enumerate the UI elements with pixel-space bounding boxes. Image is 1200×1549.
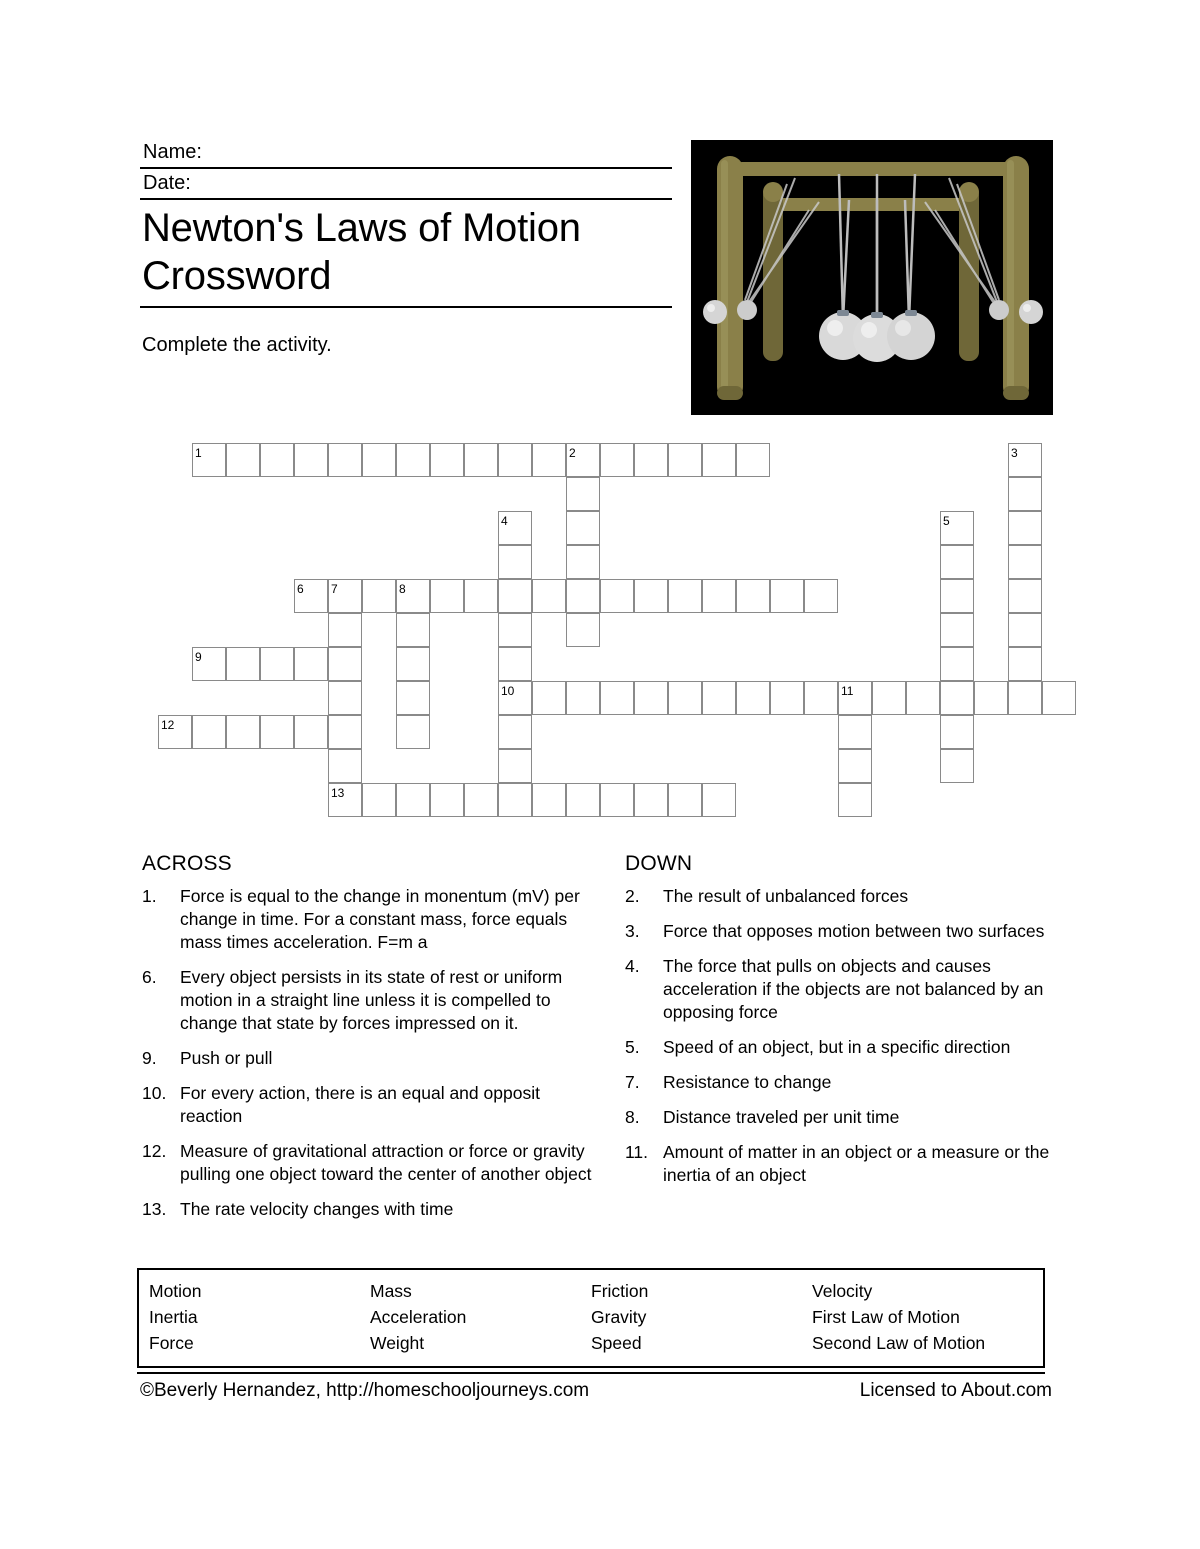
crossword-cell[interactable] — [770, 681, 804, 715]
crossword-cell[interactable] — [600, 579, 634, 613]
crossword-cell[interactable] — [294, 647, 328, 681]
crossword-cell[interactable] — [736, 579, 770, 613]
down-clue — [625, 1071, 1065, 1094]
crossword-cell[interactable] — [940, 613, 974, 647]
crossword-cell[interactable] — [1008, 681, 1042, 715]
crossword-cell[interactable] — [804, 579, 838, 613]
cell-number-13: 13 — [331, 786, 345, 800]
crossword-cell[interactable] — [668, 443, 702, 477]
across-clue — [142, 885, 597, 954]
across-clue-number: 6. — [142, 967, 157, 987]
crossword-cell[interactable] — [498, 783, 532, 817]
crossword-cell[interactable] — [396, 647, 430, 681]
crossword-cell[interactable] — [940, 579, 974, 613]
across-clue-text: Measure of gravitational attraction or force or gravity pulling one object toward the center of another object — [180, 1141, 592, 1184]
name-field[interactable]: Name: — [140, 138, 672, 169]
crossword-cell[interactable] — [430, 579, 464, 613]
crossword-cell[interactable] — [498, 443, 532, 477]
word-bank-item: First Law of Motion — [812, 1307, 960, 1327]
crossword-cell[interactable] — [634, 783, 668, 817]
cell-number-3: 3 — [1011, 446, 1018, 460]
down-clue-number: 4. — [625, 956, 640, 976]
down-clue-text: Speed of an object, but in a specific direction — [663, 1037, 1011, 1057]
word-bank-item: Inertia — [149, 1307, 198, 1327]
crossword-cell[interactable] — [838, 715, 872, 749]
crossword-cell[interactable] — [362, 783, 396, 817]
crossword-cell[interactable] — [328, 715, 362, 749]
across-clue-number: 12. — [142, 1141, 167, 1161]
crossword-cell[interactable] — [702, 579, 736, 613]
crossword-cell[interactable] — [668, 783, 702, 817]
crossword-cell[interactable] — [396, 443, 430, 477]
crossword-cell[interactable] — [1008, 613, 1042, 647]
crossword-cell[interactable] — [1008, 477, 1042, 511]
across-clue — [142, 1047, 597, 1070]
cell-number-9: 9 — [195, 650, 202, 664]
page-title: Newton's Laws of Motion Crossword — [140, 200, 672, 308]
crossword-cell[interactable] — [940, 545, 974, 579]
crossword-cell[interactable] — [396, 681, 430, 715]
crossword-cell[interactable] — [600, 783, 634, 817]
across-clue-text: Push or pull — [180, 1048, 273, 1068]
crossword-cell[interactable] — [940, 647, 974, 681]
word-bank-item: Friction — [591, 1281, 649, 1301]
crossword-cell[interactable] — [226, 443, 260, 477]
cell-number-6: 6 — [297, 582, 304, 596]
down-clue — [625, 1106, 1065, 1129]
down-clue — [625, 885, 1065, 908]
across-clue-number: 13. — [142, 1199, 167, 1219]
page-footer — [140, 1380, 1052, 1402]
down-clue-list — [625, 852, 1065, 1199]
across-heading: ACROSS — [142, 852, 232, 875]
crossword-cell[interactable] — [566, 545, 600, 579]
word-bank-row — [149, 1278, 1033, 1304]
cell-number-12: 12 — [161, 718, 175, 732]
crossword-cell[interactable] — [838, 783, 872, 817]
cell-number-5: 5 — [943, 514, 950, 528]
down-clue-number: 3. — [625, 921, 640, 941]
across-clue-text: The rate velocity changes with time — [180, 1199, 454, 1219]
down-heading: DOWN — [625, 852, 693, 875]
across-clue-number: 9. — [142, 1048, 157, 1068]
across-clue-number: 1. — [142, 886, 157, 906]
down-clue-number: 8. — [625, 1107, 640, 1127]
across-clue — [142, 1140, 597, 1186]
crossword-cell[interactable] — [532, 443, 566, 477]
across-clue — [142, 1082, 597, 1128]
crossword-cell[interactable] — [532, 681, 566, 715]
crossword-cell[interactable] — [294, 715, 328, 749]
crossword-cell[interactable] — [668, 579, 702, 613]
across-clue — [142, 966, 597, 1035]
cell-number-10: 10 — [501, 684, 515, 698]
cell-number-2: 2 — [569, 446, 576, 460]
crossword-cell[interactable] — [566, 613, 600, 647]
crossword-cell[interactable] — [770, 579, 804, 613]
crossword-cell[interactable] — [940, 715, 974, 749]
down-clue-text: Resistance to change — [663, 1072, 832, 1092]
crossword-cell[interactable] — [396, 613, 430, 647]
across-clue-text: Force is equal to the change in monentum (mV) per change in time. For a constant mass, force equals mass times acceleration. F=m a — [180, 886, 580, 952]
crossword-cell[interactable] — [396, 715, 430, 749]
crossword-cell[interactable] — [328, 749, 362, 783]
word-bank — [137, 1268, 1045, 1368]
crossword-cell[interactable] — [498, 749, 532, 783]
instructions: Complete the activity. — [142, 334, 332, 356]
crossword-cell[interactable] — [294, 443, 328, 477]
down-clue-text: The force that pulls on objects and causes acceleration if the objects are not balanced by an opposing force — [663, 956, 1044, 1022]
down-clue-number: 2. — [625, 886, 640, 906]
word-bank-item: Force — [149, 1333, 194, 1353]
crossword-cell[interactable] — [736, 443, 770, 477]
crossword-cell[interactable] — [226, 715, 260, 749]
crossword-cell[interactable] — [702, 783, 736, 817]
crossword-cell[interactable] — [566, 579, 600, 613]
crossword-cell[interactable] — [1042, 681, 1076, 715]
crossword-cell[interactable] — [906, 681, 940, 715]
crossword-cell[interactable] — [260, 443, 294, 477]
crossword-cell[interactable] — [260, 647, 294, 681]
crossword-cell[interactable] — [532, 783, 566, 817]
word-bank-item: Motion — [149, 1281, 202, 1301]
crossword-cell[interactable] — [328, 681, 362, 715]
crossword-cell[interactable] — [1008, 545, 1042, 579]
crossword-cell[interactable] — [566, 681, 600, 715]
word-bank-row — [149, 1330, 1033, 1356]
crossword-cell[interactable] — [566, 783, 600, 817]
word-bank-item: Gravity — [591, 1307, 647, 1327]
down-clue-text: Distance traveled per unit time — [663, 1107, 900, 1127]
crossword-cell[interactable] — [192, 715, 226, 749]
crossword-cell[interactable] — [362, 443, 396, 477]
cell-number-11: 11 — [841, 684, 854, 698]
cell-number-4: 4 — [501, 514, 508, 528]
cell-number-8: 8 — [399, 582, 406, 596]
crossword-cell[interactable] — [940, 749, 974, 783]
down-clue — [625, 920, 1065, 943]
crossword-cell[interactable] — [634, 579, 668, 613]
down-clue — [625, 1036, 1065, 1059]
crossword-cell[interactable] — [328, 613, 362, 647]
down-clue-number: 7. — [625, 1072, 640, 1092]
down-clue-text: Amount of matter in an object or a measure or the inertia of an object — [663, 1142, 1050, 1185]
across-clue-list — [142, 852, 597, 1233]
word-bank-item: Speed — [591, 1333, 642, 1353]
crossword-cell[interactable] — [702, 443, 736, 477]
license-note: Licensed to About.com — [859, 1380, 1052, 1401]
crossword-cell[interactable] — [634, 443, 668, 477]
crossword-cell[interactable] — [566, 477, 600, 511]
crossword-cell[interactable] — [634, 681, 668, 715]
word-bank-item: Acceleration — [370, 1307, 467, 1327]
crossword-cell[interactable] — [872, 681, 906, 715]
copyright-credit: ©Beverly Hernandez, http://homeschooljourneys.com — [140, 1380, 590, 1401]
crossword-cell[interactable] — [498, 545, 532, 579]
crossword-cell[interactable] — [1008, 511, 1042, 545]
crossword-cell[interactable] — [1008, 647, 1042, 681]
word-bank-row — [149, 1304, 1033, 1330]
crossword-cell[interactable] — [430, 783, 464, 817]
crossword-cell[interactable] — [1008, 579, 1042, 613]
crossword-cell[interactable] — [498, 715, 532, 749]
crossword-cell[interactable] — [532, 579, 566, 613]
crossword-cell[interactable] — [328, 647, 362, 681]
crossword-cell[interactable] — [702, 681, 736, 715]
crossword-cell[interactable] — [498, 613, 532, 647]
crossword-cell[interactable] — [600, 681, 634, 715]
across-clue-number: 10. — [142, 1083, 167, 1103]
down-clue — [625, 1141, 1065, 1187]
crossword-cell[interactable] — [430, 443, 464, 477]
crossword-cell[interactable] — [736, 681, 770, 715]
down-clue-number: 5. — [625, 1037, 640, 1057]
across-clue-text: For every action, there is an equal and opposit reaction — [180, 1083, 540, 1126]
crossword-cell[interactable] — [498, 647, 532, 681]
crossword-cell[interactable] — [226, 647, 260, 681]
down-clue-text: The result of unbalanced forces — [663, 886, 909, 906]
across-clue-text: Every object persists in its state of rest or uniform motion in a straight line unless it is compelled to change that state by forces impressed on it. — [180, 967, 563, 1033]
crossword-cell[interactable] — [464, 443, 498, 477]
crossword-cell[interactable] — [396, 783, 430, 817]
cell-number-7: 7 — [331, 582, 338, 596]
crossword-cell[interactable] — [260, 715, 294, 749]
crossword-cell[interactable] — [464, 579, 498, 613]
across-clue — [142, 1198, 597, 1221]
crossword-cell[interactable] — [804, 681, 838, 715]
down-clue-text: Force that opposes motion between two surfaces — [663, 921, 1045, 941]
word-bank-item: Velocity — [812, 1281, 873, 1301]
date-field[interactable]: Date: — [140, 169, 672, 200]
word-bank-item: Mass — [370, 1281, 412, 1301]
crossword-cell[interactable] — [974, 681, 1008, 715]
footer-divider — [137, 1372, 1045, 1374]
cell-number-1: 1 — [195, 446, 202, 460]
down-clue — [625, 955, 1065, 1024]
crossword-cell[interactable] — [600, 443, 634, 477]
crossword-cell[interactable] — [940, 681, 974, 715]
word-bank-item: Weight — [370, 1333, 425, 1353]
crossword-cell[interactable] — [498, 579, 532, 613]
crossword-cell[interactable] — [668, 681, 702, 715]
down-clue-number: 11. — [625, 1142, 649, 1162]
crossword-cell[interactable] — [566, 511, 600, 545]
crossword-cell[interactable] — [362, 579, 396, 613]
crossword-cell[interactable] — [464, 783, 498, 817]
word-bank-item: Second Law of Motion — [812, 1333, 986, 1353]
crossword-cell[interactable] — [838, 749, 872, 783]
crossword-cell[interactable] — [328, 443, 362, 477]
